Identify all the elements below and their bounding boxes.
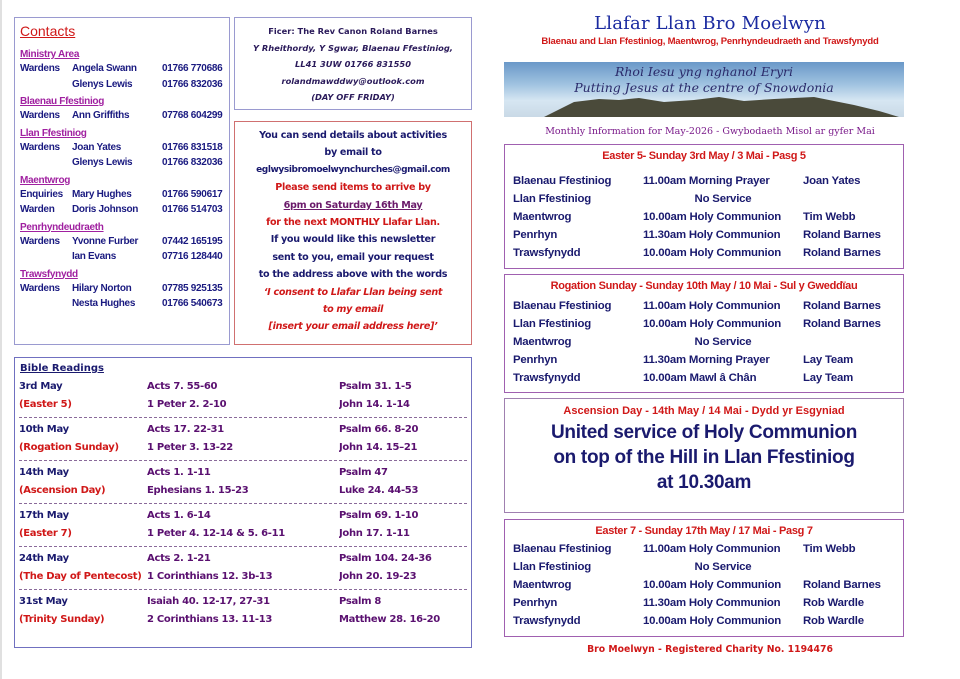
bible-readings-panel xyxy=(14,357,472,648)
service-row xyxy=(513,297,895,315)
reading-date: 14th May xyxy=(19,467,69,478)
contact-role: Wardens xyxy=(20,63,60,74)
consent-line-1: ‘I consent to Llafar Llan being sent xyxy=(263,286,443,298)
service-leader: Joan Yates xyxy=(803,175,861,187)
contact-area-heading: Trawsfynydd xyxy=(20,268,78,280)
service-leader xyxy=(803,333,895,351)
vicar-postcode-phone: LL41 3UW 01766 831550 xyxy=(295,59,411,69)
reading-gospel: John 14. 15–21 xyxy=(339,442,418,453)
contact-phone: 01766 540673 xyxy=(162,298,223,309)
service-row xyxy=(513,226,895,244)
reading-occasion: (Ascension Day) xyxy=(19,485,106,496)
service-time: 10.00am Holy Communion xyxy=(643,318,782,330)
vicar-address: Y Rheithordy, Y Sgwar, Blaenau Ffestiniog, xyxy=(253,42,453,53)
contact-phone: 01766 590617 xyxy=(162,188,223,200)
bible-readings-list xyxy=(19,377,467,630)
service-box-rogation xyxy=(504,274,904,393)
contact-role: Warden xyxy=(20,204,55,215)
service-row xyxy=(513,369,895,387)
deadline-date: 6pm on Saturday 16th May xyxy=(283,199,423,211)
reading-date: 24th May xyxy=(19,553,69,564)
service-place: Trawsfynydd xyxy=(513,372,581,384)
ascension-box xyxy=(504,398,904,513)
reading-second: 1 Corinthians 12. 3b-13 xyxy=(147,571,273,582)
reading-gospel: John 20. 19-23 xyxy=(339,571,417,582)
service-place: Penrhyn xyxy=(513,597,558,609)
service-leader xyxy=(803,558,895,576)
service-time: 10.00am Mawl â Chân xyxy=(643,372,757,384)
service-time: No Service xyxy=(694,336,752,348)
service-row xyxy=(513,190,895,208)
service-rows xyxy=(513,297,895,387)
service-heading: Easter 7 - Sunday 17th May / 17 Mai - Pasg 7 xyxy=(595,525,813,537)
contact-role: Wardens xyxy=(20,282,60,294)
contact-role: Wardens xyxy=(20,110,60,121)
contact-row xyxy=(20,202,224,218)
reading-psalm: Psalm 69. 1-10 xyxy=(339,510,419,521)
reading-psalm: Psalm 47 xyxy=(339,467,388,478)
service-row xyxy=(513,540,895,558)
contact-phone: 01766 832036 xyxy=(162,78,223,90)
deadline-line-3: for the next MONTHLY Llafar Llan. xyxy=(266,217,440,229)
vicar-name: Ficer: The Rev Canon Roland Barnes xyxy=(268,26,438,36)
reading-first: Acts 7. 55-60 xyxy=(147,381,218,392)
contacts-title: Contacts xyxy=(20,23,76,39)
service-place: Maentwrog xyxy=(513,336,572,348)
vicar-email[interactable]: rolandmawddwy@outlook.com xyxy=(281,75,425,86)
service-leader: Rob Wardle xyxy=(803,615,864,627)
contact-role xyxy=(20,296,72,312)
service-row xyxy=(513,351,895,369)
contact-phone: 07716 128440 xyxy=(162,251,223,262)
contact-area-heading: Ministry Area xyxy=(20,49,80,60)
service-leader: Rob Wardle xyxy=(803,597,864,609)
reading-line xyxy=(19,611,467,629)
reading-line xyxy=(19,464,467,482)
ascension-line-2: on top of the Hill in Llan Ffestiniog xyxy=(553,447,855,468)
service-time: 11.00am Morning Prayer xyxy=(643,175,770,187)
submission-email[interactable]: eglwysibromoelwynchurches@gmail.com xyxy=(256,164,450,175)
service-row xyxy=(513,594,895,612)
reading-gospel: John 17. 1-11 xyxy=(339,528,410,539)
service-leader: Lay Team xyxy=(803,354,854,366)
service-row xyxy=(513,558,895,576)
reading-entry xyxy=(19,417,467,458)
service-place: Maentwrog xyxy=(513,579,572,591)
service-box-easter-5 xyxy=(504,144,904,269)
service-leader: Lay Team xyxy=(803,372,854,384)
contact-phone: 07442 165195 xyxy=(162,235,223,247)
bible-readings-title: Bible Readings xyxy=(20,363,104,374)
service-row xyxy=(513,172,895,190)
service-time: 10.00am Holy Communion xyxy=(643,579,782,591)
contact-phone: 07785 925135 xyxy=(162,282,223,294)
reading-entry xyxy=(19,460,467,501)
ascension-heading: Ascension Day - 14th May / 14 Mai - Dydd yr Esgyniad xyxy=(563,405,845,417)
submission-panel xyxy=(234,121,472,345)
consent-line-2: to my email xyxy=(322,304,384,316)
contact-area-heading: Maentwrog xyxy=(20,174,71,186)
contact-phone: 01766 832036 xyxy=(162,157,223,168)
contact-row xyxy=(20,61,224,77)
reading-occasion: (Easter 7) xyxy=(19,528,72,539)
reading-line xyxy=(19,396,467,414)
deadline-line-1: Please send items to arrive by xyxy=(275,182,431,194)
service-place: Llan Ffestiniog xyxy=(513,318,591,330)
reading-line xyxy=(19,550,467,568)
service-row xyxy=(513,244,895,262)
contact-row xyxy=(20,234,224,250)
contact-role: Enquiries xyxy=(20,188,63,200)
reading-line xyxy=(19,593,467,611)
service-time: 11.00am Holy Communion xyxy=(643,543,781,555)
reading-entry xyxy=(19,503,467,544)
contact-name: Nesta Hughes xyxy=(72,298,136,309)
contacts-panel xyxy=(14,17,230,345)
banner-english: Putting Jesus at the centre of Snowdonia xyxy=(574,80,834,95)
service-place: Llan Ffestiniog xyxy=(513,561,591,573)
contact-phone: 01766 514703 xyxy=(162,204,223,215)
service-box-easter-7 xyxy=(504,519,904,637)
service-rows xyxy=(513,172,895,262)
service-place: Blaenau Ffestiniog xyxy=(513,175,612,187)
reading-entry xyxy=(19,589,467,630)
service-leader: Tim Webb xyxy=(803,211,856,223)
reading-line xyxy=(19,525,467,543)
service-leader: Roland Barnes xyxy=(803,300,881,312)
contacts-list xyxy=(20,48,224,312)
service-time: No Service xyxy=(694,561,752,573)
ascension-line-3: at 10.30am xyxy=(656,472,752,493)
contact-role xyxy=(20,155,72,171)
service-place: Trawsfynydd xyxy=(513,615,581,627)
service-place: Llan Ffestiniog xyxy=(513,193,591,205)
service-time: 10.00am Holy Communion xyxy=(643,615,782,627)
consent-line-3: [insert your email address here]’ xyxy=(268,321,438,333)
page-edge xyxy=(0,0,2,679)
send-line-2: by email to xyxy=(324,147,382,159)
service-heading: Rogation Sunday - Sunday 10th May / 10 Mai - Sul y Gweddïau xyxy=(550,280,858,292)
service-place: Trawsfynydd xyxy=(513,247,581,259)
contact-name: Ian Evans xyxy=(72,251,116,262)
contact-area-heading: Blaenau Ffestiniog xyxy=(20,96,105,107)
reading-date: 17th May xyxy=(19,510,69,521)
contact-phone: 01766 831518 xyxy=(162,141,223,153)
service-row xyxy=(513,612,895,630)
contact-role xyxy=(20,249,72,265)
reading-first: Acts 1. 1-11 xyxy=(147,467,211,478)
contact-name: Glenys Lewis xyxy=(72,157,133,168)
reading-line xyxy=(19,482,467,500)
reading-entry xyxy=(19,377,467,415)
contact-row xyxy=(20,155,224,171)
snowdonia-banner xyxy=(504,62,904,117)
newsletter-title: Llafar Llan Bro Moelwyn xyxy=(594,13,826,34)
service-leader: Tim Webb xyxy=(803,543,856,555)
service-row xyxy=(513,576,895,594)
reading-psalm: Psalm 66. 8-20 xyxy=(339,424,419,435)
contact-area-heading: Penrhyndeudraeth xyxy=(20,221,104,233)
service-leader: Roland Barnes xyxy=(803,247,881,259)
contact-phone: 01766 770686 xyxy=(162,63,223,74)
service-leader: Roland Barnes xyxy=(803,579,881,591)
monthly-info: Monthly Information for May-2026 - Gwybodaeth Misol ar gyfer Mai xyxy=(545,126,875,137)
contact-name: Mary Hughes xyxy=(72,188,132,200)
reading-gospel: John 14. 1-14 xyxy=(339,399,410,410)
contact-name: Hilary Norton xyxy=(72,282,132,294)
ascension-line-1: United service of Holy Communion xyxy=(550,422,858,443)
service-place: Penrhyn xyxy=(513,354,558,366)
service-row xyxy=(513,315,895,333)
vicar-panel xyxy=(234,17,472,110)
reading-second: Ephesians 1. 15-23 xyxy=(147,485,249,496)
contact-name: Doris Johnson xyxy=(72,204,139,215)
contact-row xyxy=(20,249,224,265)
contact-row xyxy=(20,140,224,156)
newsletter-line-3: to the address above with the words xyxy=(258,269,448,281)
reading-second: 1 Peter 4. 12-14 & 5. 6-11 xyxy=(147,528,285,539)
service-leader: Roland Barnes xyxy=(803,318,881,330)
reading-line xyxy=(19,568,467,586)
reading-psalm: Psalm 104. 24-36 xyxy=(339,553,432,564)
reading-date: 10th May xyxy=(19,424,69,435)
service-leader xyxy=(803,190,895,208)
reading-line xyxy=(19,439,467,457)
reading-occasion: (Easter 5) xyxy=(19,399,72,410)
banner-welsh: Rhoi Iesu yng nghanol Eryri xyxy=(614,64,794,79)
reading-line xyxy=(19,378,467,396)
reading-entry xyxy=(19,546,467,587)
reading-second: 1 Peter 3. 13-22 xyxy=(147,442,233,453)
service-leader: Roland Barnes xyxy=(803,229,881,241)
contact-row xyxy=(20,281,224,297)
reading-gospel: Matthew 28. 16-20 xyxy=(339,614,440,625)
contact-phone: 07768 604299 xyxy=(162,110,223,121)
reading-gospel: Luke 24. 44-53 xyxy=(339,485,419,496)
service-place: Maentwrog xyxy=(513,211,572,223)
reading-second: 2 Corinthians 13. 11-13 xyxy=(147,614,273,625)
reading-occasion: (Trinity Sunday) xyxy=(19,614,105,625)
contact-name: Yvonne Furber xyxy=(72,235,139,247)
reading-line xyxy=(19,507,467,525)
service-time: 10.00am Holy Communion xyxy=(643,211,782,223)
contact-name: Angela Swann xyxy=(72,63,137,74)
service-time: No Service xyxy=(694,193,752,205)
reading-psalm: Psalm 31. 1-5 xyxy=(339,381,412,392)
service-time: 11.30am Morning Prayer xyxy=(643,354,770,366)
reading-first: Acts 17. 22-31 xyxy=(147,424,224,435)
service-time: 11.00am Holy Communion xyxy=(643,300,781,312)
contact-area-heading: Llan Ffestiniog xyxy=(20,127,87,139)
reading-date: 31st May xyxy=(19,596,68,607)
service-place: Blaenau Ffestiniog xyxy=(513,300,612,312)
reading-first: Acts 1. 6-14 xyxy=(147,510,211,521)
service-rows xyxy=(513,540,895,630)
contact-row xyxy=(20,187,224,203)
masthead xyxy=(500,12,920,48)
service-row xyxy=(513,333,895,351)
reading-psalm: Psalm 8 xyxy=(339,596,382,607)
contact-name: Glenys Lewis xyxy=(72,78,133,90)
contact-name: Joan Yates xyxy=(72,141,122,153)
contact-role: Wardens xyxy=(20,141,60,153)
contact-row xyxy=(20,296,224,312)
send-line-1: You can send details about activities xyxy=(259,130,447,141)
contact-row xyxy=(20,77,224,93)
service-place: Penrhyn xyxy=(513,229,558,241)
vicar-day-off: (DAY OFF FRIDAY) xyxy=(311,92,395,102)
newsletter-line-2: sent to you, email your request xyxy=(272,251,434,263)
service-time: 11.30am Holy Communion xyxy=(643,229,781,241)
reading-first: Isaiah 40. 12-17, 27-31 xyxy=(147,596,270,607)
service-row xyxy=(513,208,895,226)
contact-name: Ann Griffiths xyxy=(72,110,130,121)
service-heading: Easter 5- Sunday 3rd May / 3 Mai - Pasg 5 xyxy=(602,150,806,162)
newsletter-line-1: If you would like this newsletter xyxy=(270,234,436,246)
contact-role: Wardens xyxy=(20,235,60,247)
service-place: Blaenau Ffestiniog xyxy=(513,543,612,555)
newsletter-subtitle: Blaenau and Llan Ffestiniog, Maentwrog, Penrhyndeudraeth and Trawsfynydd xyxy=(541,36,879,47)
reading-line xyxy=(19,421,467,439)
service-time: 10.00am Holy Communion xyxy=(643,247,782,259)
service-time: 11.30am Holy Communion xyxy=(643,597,781,609)
contact-role xyxy=(20,77,72,93)
reading-date: 3rd May xyxy=(19,381,63,392)
reading-second: 1 Peter 2. 2-10 xyxy=(147,399,227,410)
contact-row xyxy=(20,108,224,124)
reading-occasion: (Rogation Sunday) xyxy=(19,442,119,453)
reading-occasion: (The Day of Pentecost) xyxy=(19,571,142,582)
reading-first: Acts 2. 1-21 xyxy=(147,553,211,564)
charity-footer: Bro Moelwyn - Registered Charity No. 1194476 xyxy=(587,644,833,655)
